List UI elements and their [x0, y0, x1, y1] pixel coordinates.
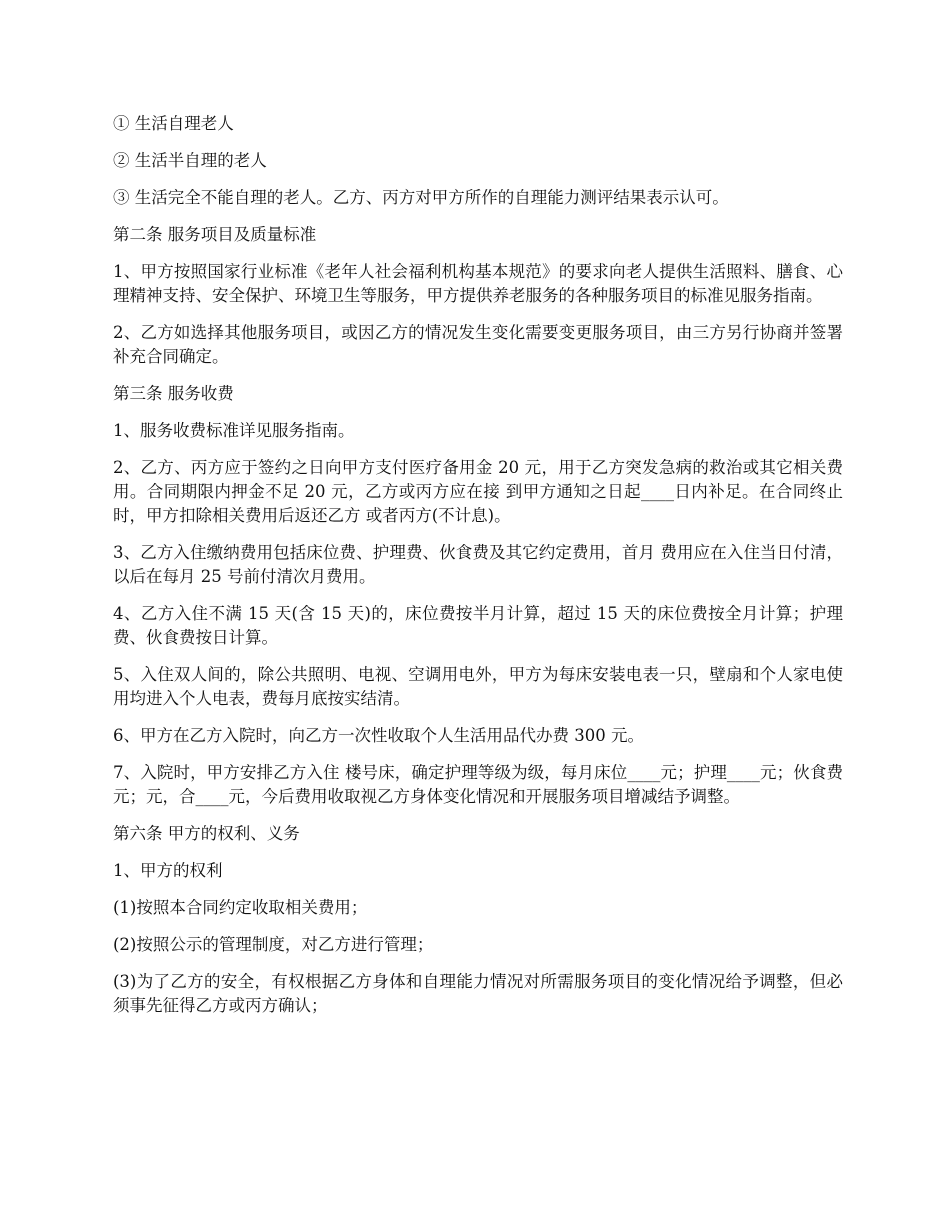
article-3-clause-3: 3、乙方入住缴纳费用包括床位费、护理费、伙食费及其它约定费用，首月 费用应在入住当日付清，以后在每月 25 号前付清次月费用。 [113, 543, 843, 586]
list-item-semi-self-care: ② 生活半自理的老人 [113, 151, 267, 170]
section-heading-article-3: 第三条 服务收费 [113, 384, 234, 403]
list-item-no-self-care: ③ 生活完全不能自理的老人。乙方、丙方对甲方所作的自理能力测评结果表示认可。 [113, 188, 729, 207]
article-3-clause-2: 2、乙方、丙方应于签约之日向甲方支付医疗备用金 20 元，用于乙方突发急病的救治或其它相关费用。合同期限内押金不足 20 元，乙方或丙方应在接 到甲方通知之日起____日内补足。在合同终止时，甲方扣除相关费用后返还乙方 或者丙方(不计息)。 [113, 458, 843, 525]
article-3-clause-1: 1、服务收费标准详见服务指南。 [113, 421, 355, 440]
article-3-clause-5: 5、入住双人间的，除公共照明、电视、空调用电外，甲方为每床安装电表一只，壁扇和个人家电使用均进入个人电表，费每月底按实结清。 [113, 665, 843, 708]
document-body [113, 112, 843, 1031]
article-3-clause-4: 4、乙方入住不满 15 天(含 15 天)的，床位费按半月计算，超过 15 天的床位费按全月计算；护理费、伙食费按日计算。 [113, 604, 843, 647]
article-2-clause-2: 2、乙方如选择其他服务项目，或因乙方的情况发生变化需要变更服务项目，由三方另行协商并签署补充合同确定。 [113, 323, 843, 366]
article-6-subheading-rights: 1、甲方的权利 [113, 861, 223, 880]
article-6-right-3: (3)为了乙方的安全，有权根据乙方身体和自理能力情况对所需服务项目的变化情况给予调整，但必须事先征得乙方或丙方确认； [113, 972, 843, 1015]
article-6-right-1: (1)按照本合同约定收取相关费用； [113, 898, 368, 917]
section-heading-article-6: 第六条 甲方的权利、义务 [113, 824, 300, 843]
article-3-clause-7: 7、入院时，甲方安排乙方入住 楼号床，确定护理等级为级，每月床位____元；护理____元；伙食费元；元，合____元，今后费用收取视乙方身体变化情况和开展服务项目增减结予调整。 [113, 763, 843, 806]
section-heading-article-2: 第二条 服务项目及质量标准 [113, 225, 317, 244]
article-3-clause-6: 6、甲方在乙方入院时，向乙方一次性收取个人生活用品代办费 300 元。 [113, 726, 644, 745]
list-item-self-care: ① 生活自理老人 [113, 114, 234, 133]
article-2-clause-1: 1、甲方按照国家行业标准《老年人社会福利机构基本规范》的要求向老人提供生活照料、膳食、心理精神支持、安全保护、环境卫生等服务，甲方提供养老服务的各种服务项目的标准见服务指南。 [113, 262, 843, 305]
article-6-right-2: (2)按照公示的管理制度，对乙方进行管理； [113, 935, 434, 954]
